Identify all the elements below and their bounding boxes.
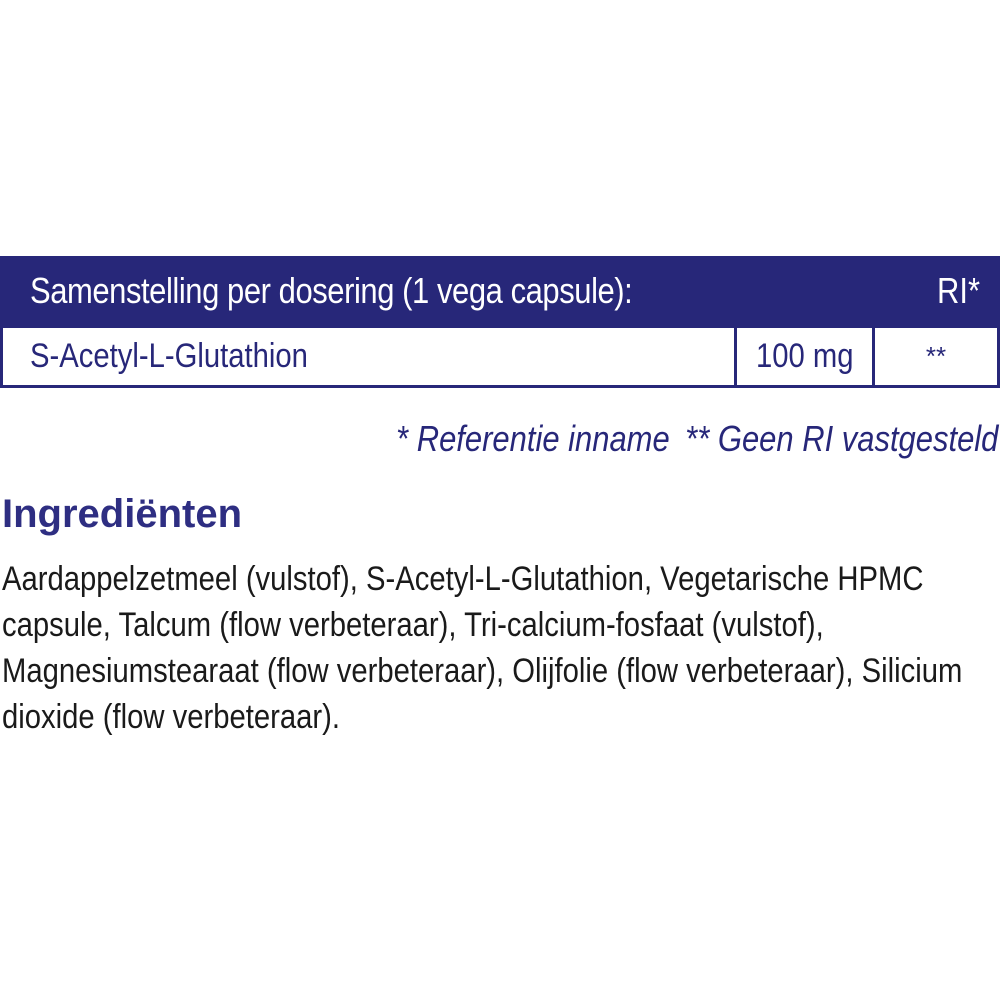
ingredients-text: Aardappelzetmeel (vulstof), S-Acetyl-L-Glutathion, Vegetarische HPMC capsule, Talcum (flow verbeteraar), Tri-calcium-fosfaat (vulstof), Magnesiumstearaat (flow verbeteraar), Olijfolie (flow verbeteraar), Silicium dioxide (flow verbeteraar). (2, 560, 963, 736)
ri-footnote (396, 418, 998, 460)
no-ri-note: ** Geen RI vastgesteld (684, 418, 998, 459)
table-header-ri: RI* (936, 270, 980, 311)
ingredients-title: Ingrediënten (2, 492, 243, 536)
table-header (0, 256, 1000, 328)
supplement-facts-table (0, 256, 1000, 388)
ingredient-amount: 100 mg (755, 337, 854, 375)
table-row (0, 328, 1000, 388)
ingredient-ri: ** (925, 341, 947, 371)
ingredient-amount-cell (734, 328, 872, 385)
ingredient-ri-cell (872, 328, 997, 385)
ingredient-name-cell (3, 328, 734, 385)
table-header-label: Samenstelling per dosering (1 vega capsule): (30, 270, 633, 311)
ingredient-name: S-Acetyl-L-Glutathion (30, 337, 308, 375)
ri-note: * Referentie inname (395, 418, 670, 459)
